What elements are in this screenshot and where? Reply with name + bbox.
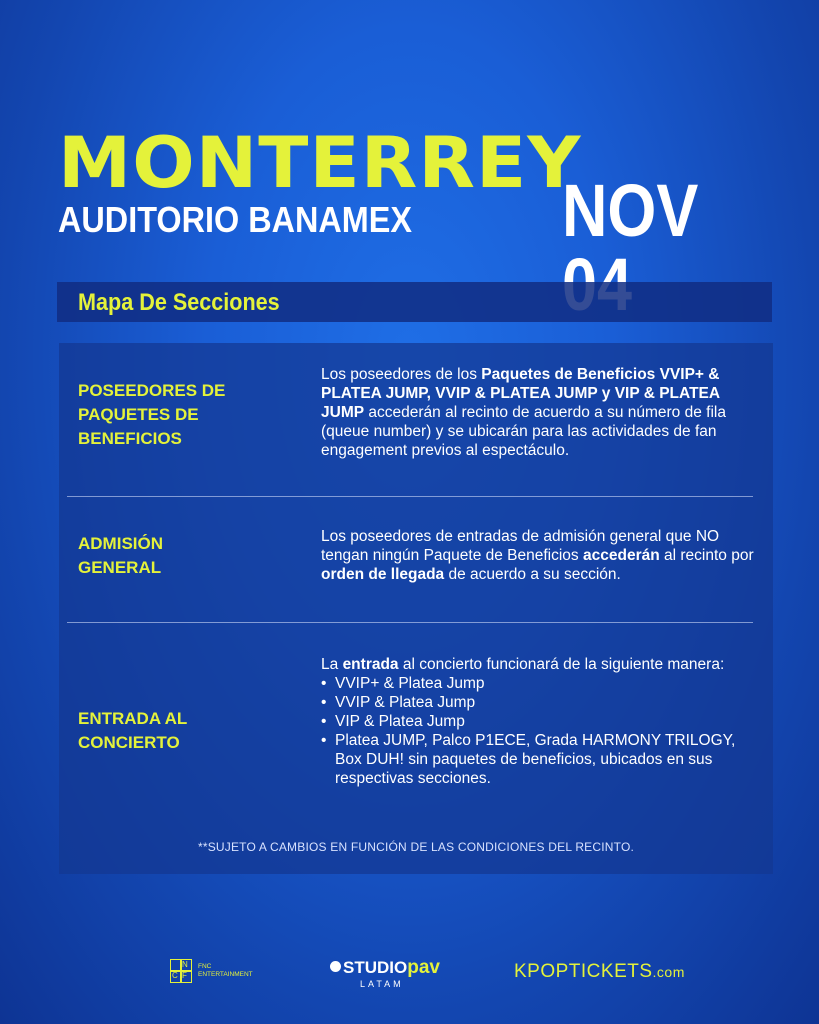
fnc-text-line: FNC [198, 963, 212, 970]
fnc-logo-text [198, 963, 253, 979]
studiopav-word-pav: pav [407, 957, 440, 978]
row-label-general [78, 532, 163, 580]
text-segment-bold: accederán [583, 547, 660, 564]
list-item: • VIP & Platea Jump [321, 712, 763, 731]
text-segment: al concierto funcionará de la siguiente manera: [398, 656, 725, 673]
row-text-general [321, 527, 761, 584]
studiopav-word-studio: STUDIO [343, 958, 408, 977]
text-segment: al recinto por [659, 547, 754, 564]
row-divider [67, 496, 753, 497]
fnc-letter: N [182, 960, 188, 969]
kpoptickets-domain: .com [652, 964, 685, 980]
fnc-logo-mark [170, 959, 192, 983]
text-segment: Los poseedores de los [321, 366, 482, 383]
section-title: Mapa De Secciones [78, 289, 280, 316]
text-segment: La [321, 656, 343, 673]
studiopav-wordmark [330, 957, 440, 979]
list-item: • Platea JUMP, Palco P1ECE, Grada HARMONY TRILOGY, Box DUH! sin paquetes de beneficios, ubicados en sus respectivas secciones. [321, 731, 763, 788]
kpoptickets-name: KPOPTICKETS [514, 961, 653, 982]
row-label-line: ADMISIÓN [78, 534, 163, 553]
row-text-entry [321, 655, 763, 788]
text-segment-bold: orden de llegada [321, 566, 445, 583]
text-segment: Los poseedores de entradas de admisión general que NO tengan ningún Paquete de Beneficios [321, 528, 720, 564]
studiopav-dot-icon [330, 961, 341, 972]
row-label-packages [78, 379, 225, 451]
kpoptickets-wordmark [514, 961, 685, 983]
entry-bullet-list [321, 674, 763, 788]
section-header-bar [57, 282, 772, 322]
fnc-letter: C [172, 971, 178, 980]
info-panel [59, 343, 773, 874]
city-title: MONTERREY [58, 122, 582, 204]
row-text-packages [321, 365, 761, 460]
venue-name: AUDITORIO BANAMEX [58, 199, 413, 240]
text-segment: accederán al recinto de acuerdo a su número de fila (queue number) y se ubicarán para las actividades de fan engagement previos al espectáculo. [321, 404, 726, 459]
event-date: NOV [562, 169, 699, 252]
row-label-line: BENEFICIOS [78, 429, 182, 448]
row-label-line: PAQUETES DE [78, 405, 199, 424]
row-label-line: GENERAL [78, 558, 162, 577]
studiopav-latam: LATAM [360, 979, 404, 989]
list-item: • VVIP & Platea Jump [321, 693, 763, 712]
footnote: **SUJETO A CAMBIOS EN FUNCIÓN DE LAS CONDICIONES DEL RECINTO. [197, 840, 635, 854]
text-segment-bold: Paquetes de Beneficios VVIP+ & PLATEA JUMP, VVIP & PLATEA JUMP y VIP & PLATEA JUMP [321, 366, 720, 421]
row-label-line: CONCIERTO [78, 733, 180, 752]
text-segment-bold: entrada [342, 656, 399, 673]
row-label-line: ENTRADA AL [78, 709, 188, 728]
text-segment: de acuerdo a su sección. [444, 566, 621, 583]
fnc-text-line: ENTERTAINMENT [198, 971, 253, 978]
row-divider [67, 622, 753, 623]
entry-intro [321, 655, 763, 674]
row-label-line: POSEEDORES DE [78, 381, 226, 400]
row-label-entry [78, 707, 187, 755]
fnc-letter: F [182, 971, 187, 980]
list-item: • VVIP+ & Platea Jump [321, 674, 763, 693]
